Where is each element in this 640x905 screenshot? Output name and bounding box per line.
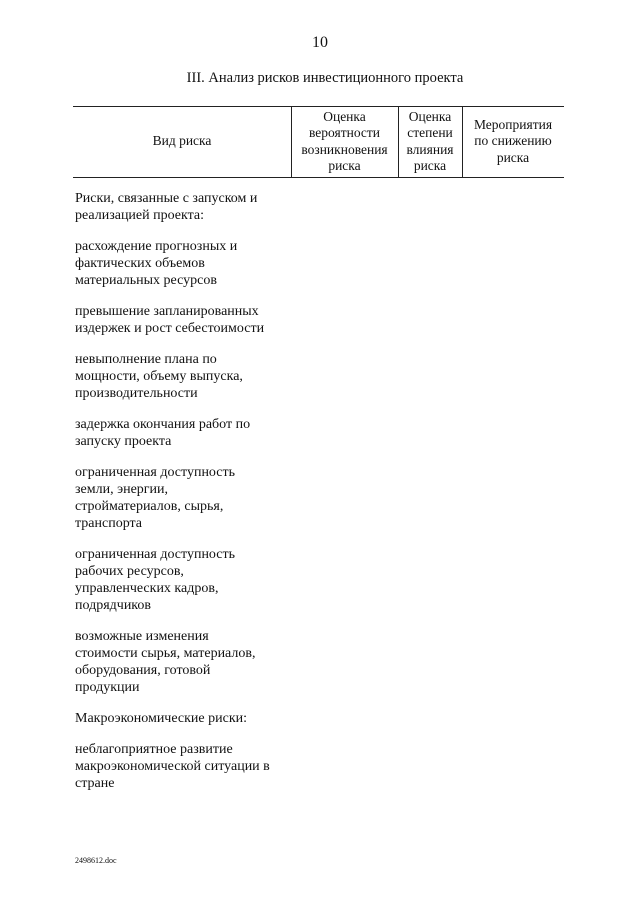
table-header-bottom-rule	[73, 177, 564, 178]
risk-row: Риски, связанные с запуском и реализацией проекта:	[75, 191, 258, 223]
risk-list	[75, 190, 305, 806]
risk-row: расхождение прогнозных и фактических объемов материальных ресурсов	[75, 239, 238, 288]
header-impact: Оценка степени влияния риска	[406, 108, 454, 173]
footer-file-code: 2498612.doc	[75, 856, 117, 865]
risk-row: невыполнение плана по мощности, объему выпуска, производительности	[75, 352, 243, 401]
risk-row: ограниченная доступность земли, энергии, стройматериалов, сырья, транспорта	[75, 465, 236, 531]
risk-row: ограниченная доступность рабочих ресурсов, управленческих кадров, подрядчиков	[75, 547, 236, 613]
risk-row: неблагоприятное развитие макроэкономической ситуации в стране	[75, 742, 270, 791]
risk-row: превышение запланированных издержек и рост себестоимости	[75, 304, 265, 336]
section-title: III. Анализ рисков инвестиционного проекта	[186, 70, 464, 86]
header-probability: Оценка вероятности возникновения риска	[301, 108, 388, 173]
header-risk-type: Вид риска	[152, 133, 212, 149]
page-number: 10	[312, 34, 328, 51]
header-mitigation: Мероприятия по снижению риска	[473, 116, 553, 165]
risk-row: возможные изменения стоимости сырья, материалов, оборудования, готовой продукции	[75, 629, 256, 695]
risk-row: задержка окончания работ по запуску проекта	[75, 417, 251, 449]
risk-row: Макроэкономические риски:	[75, 711, 248, 726]
